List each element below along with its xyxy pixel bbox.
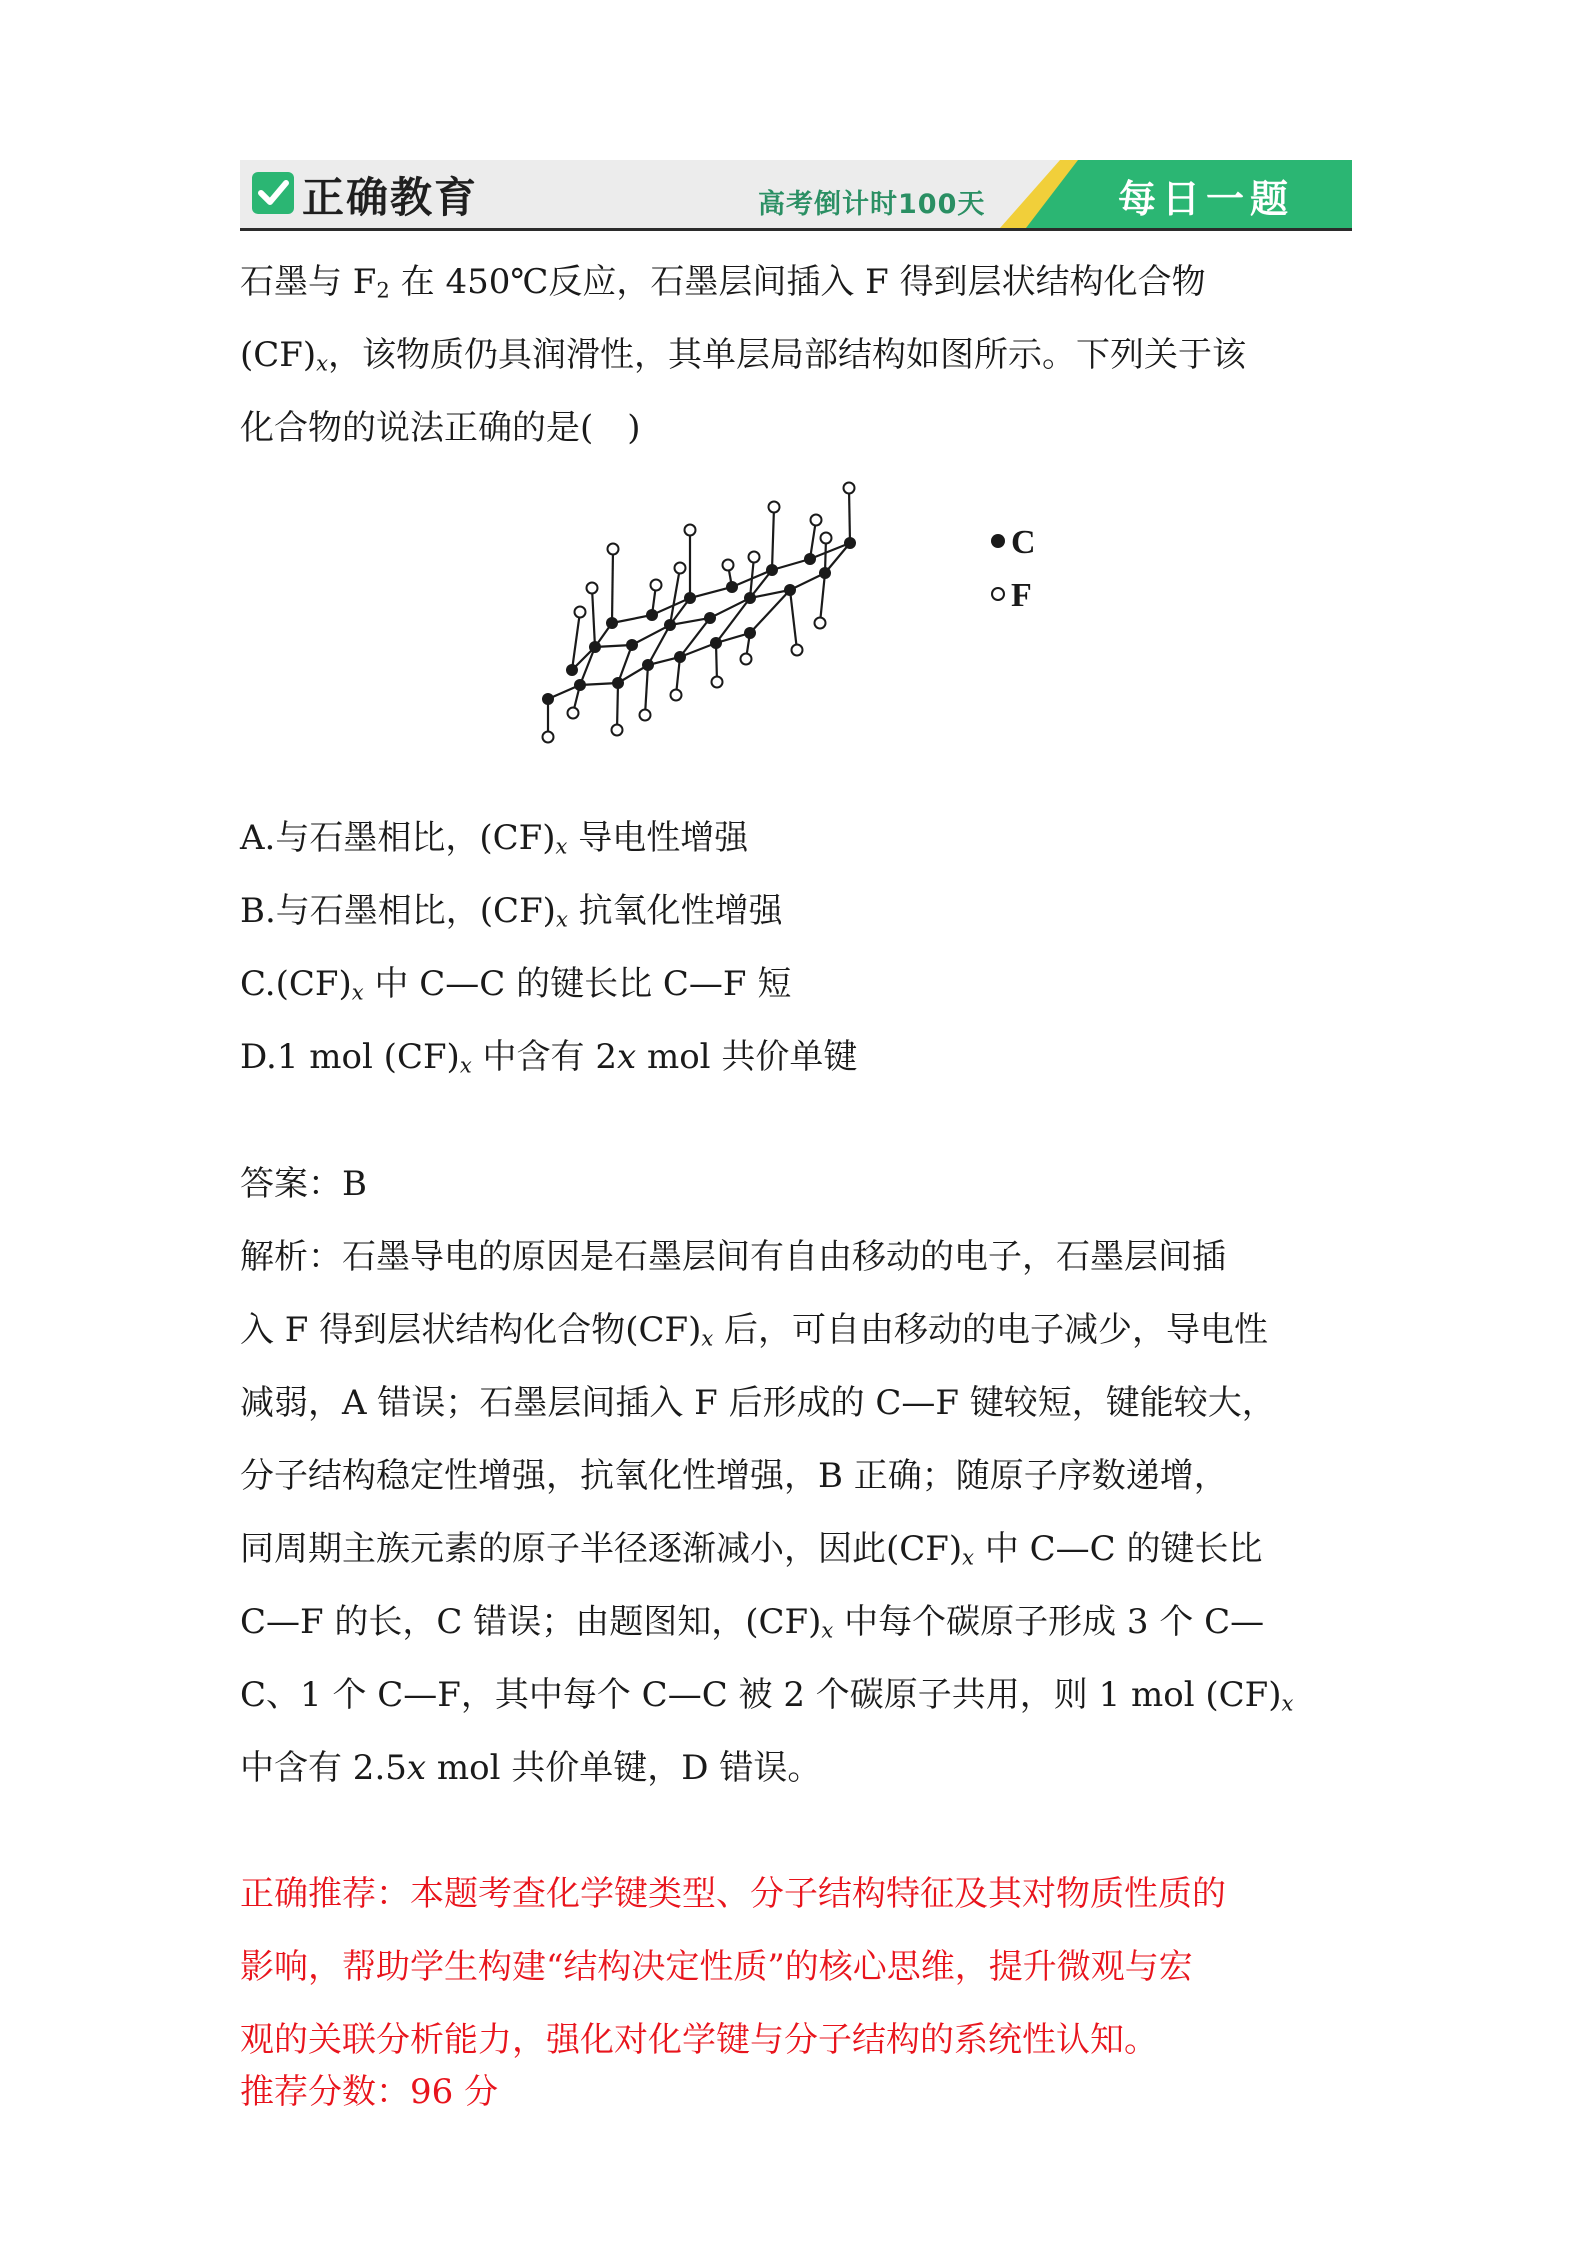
daily-question-tag: 每日一题 [1118,177,1295,221]
option-d: D.1 mol $(CF)_x$ 中含有 2x mol 共价单键 [240,1037,858,1078]
question-line: 石墨与 $F_2$ 在 450℃反应，石墨层间插入 F 得到层状结构化合物 [240,262,1206,303]
analysis-line: C—F 的长，C 错误；由题图知，$(CF)_x$ 中每个碳原子形成 3 个 C— [240,1602,1265,1643]
recommend-line: 观的关联分析能力，强化对化学键与分子结构的系统性认知。 [240,2020,1158,2060]
analysis-line: 入 F 得到层状结构化合物$(CF)_x$ 后，可自由移动的电子减少，导电性 [240,1310,1269,1351]
answer-line: 答案：B [240,1164,367,1204]
analysis-line: C、1 个 C—F，其中每个 C—C 被 2 个碳原子共用，则 1 mol $(CF)_x$ [240,1675,1294,1716]
option-b: B.与石墨相比，$(CF)_x$ 抗氧化性增强 [240,891,783,932]
cf-structure-figure [520,475,1100,785]
recommendation [240,1858,1352,2129]
analysis-line: 解析：石墨导电的原因是石墨层间有自由移动的电子，石墨层间插 [240,1237,1226,1277]
legend-fluorine-marker [992,588,1004,600]
countdown-label: 高考倒计时100天 [758,189,986,220]
question-line: 化合物的说法正确的是( ) [240,408,641,448]
recommend-line: 影响，帮助学生构建“结构决定性质”的核心思维，提升微观与宏 [240,1947,1193,1987]
analysis-line: 减弱，A 错误；石墨层间插入 F 后形成的 C—F 键较短，键能较大， [240,1383,1276,1423]
header-rule [240,228,1352,231]
check-icon [252,172,294,214]
analysis-line: 分子结构稳定性增强，抗氧化性增强，B 正确；随原子序数递增， [240,1456,1228,1496]
answer-analysis [240,1148,1352,1805]
legend-carbon-marker [991,534,1005,548]
recommend-score: 推荐分数：96 分 [240,2072,499,2112]
options-list [240,802,1352,1094]
analysis-line: 中含有 2.5x mol 共价单键，D 错误。 [240,1748,822,1788]
question-stem [240,246,1352,465]
option-a: A.与石墨相比，$(CF)_x$ 导电性增强 [240,818,749,859]
legend-carbon-label: C [1011,524,1036,561]
question-line: $(CF)_x$，该物质仍具润滑性，其单层局部结构如图所示。下列关于该 [240,335,1247,376]
option-c: $C.(CF)_x$ 中 C—C 的键长比 C—F 短 [240,964,792,1005]
recommend-line: 正确推荐：本题考查化学键类型、分子结构特征及其对物质性质的 [240,1874,1226,1914]
legend-fluorine-label: F [1011,577,1032,614]
analysis-line: 同周期主族元素的原子半径逐渐减小，因此$(CF)_x$ 中 C—C 的键长比 [240,1529,1263,1570]
brand-name: 正确教育 [302,173,479,222]
